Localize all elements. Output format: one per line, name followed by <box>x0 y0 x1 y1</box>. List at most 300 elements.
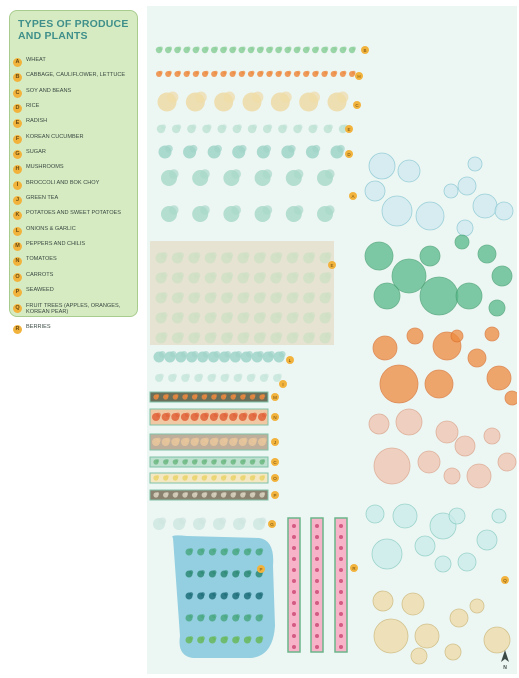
berry-plant <box>292 645 296 649</box>
sprout-plant <box>263 169 273 179</box>
berry-plant <box>292 634 296 638</box>
sprout-plant <box>298 124 303 129</box>
flower-plant <box>269 71 273 75</box>
leafy-plant <box>297 46 301 50</box>
sprout-plant <box>325 169 335 179</box>
seaweed-plant <box>224 570 228 574</box>
wheat-plant <box>259 312 266 319</box>
wheat-plant <box>194 272 201 279</box>
berry-plant <box>315 612 319 616</box>
row-marker <box>271 393 279 401</box>
fruit-tree <box>380 365 418 403</box>
bed-plant <box>262 438 267 443</box>
wheat-plant <box>161 312 168 319</box>
wheat-plant <box>227 292 234 299</box>
seaweed-plant <box>189 548 193 552</box>
bed-plant <box>166 394 169 397</box>
sprout-plant <box>172 374 177 379</box>
seaweed-plant <box>236 636 240 640</box>
seaweed-plant <box>259 592 263 596</box>
leafy-plant <box>242 46 246 50</box>
seaweed-plant <box>259 614 263 618</box>
wheat-plant <box>259 332 266 339</box>
wheat-plant <box>325 332 332 339</box>
sprout-plant <box>313 124 318 129</box>
fruit-tree <box>489 300 505 316</box>
fruit-tree <box>458 177 476 195</box>
bed-plant <box>156 475 159 478</box>
bed-plant <box>223 413 228 418</box>
legend-badge: C <box>13 89 22 98</box>
bed-plant <box>156 394 159 397</box>
bed-plant <box>204 413 209 418</box>
bed-plant <box>233 438 238 443</box>
legend-label: TOMATOES <box>26 256 57 263</box>
bed-plant <box>185 492 188 495</box>
sprout-plant <box>219 517 226 524</box>
legend-item <box>13 271 137 286</box>
berry-plant <box>315 579 319 583</box>
berry-plant <box>292 568 296 572</box>
legend-label: POTATOES AND SWEET POTATOES <box>26 210 122 217</box>
bed-plant <box>156 459 159 462</box>
fruit-tree <box>484 428 500 444</box>
fruit-tree <box>445 644 461 660</box>
bed-plant <box>252 438 257 443</box>
bed-plant <box>233 394 236 397</box>
legend-list <box>13 56 137 338</box>
wheat-plant <box>309 332 316 339</box>
round-plant <box>224 92 235 103</box>
round-plant <box>252 92 263 103</box>
legend-label: BERRIES <box>26 323 51 330</box>
legend-badge: R <box>13 325 22 334</box>
berry-plant <box>315 634 319 638</box>
leafy-plant <box>269 46 273 50</box>
wheat-plant <box>259 272 266 279</box>
row-marker <box>268 520 276 528</box>
leafy-plant <box>177 46 181 50</box>
sprout-plant <box>231 205 241 215</box>
flower-plant <box>177 71 181 75</box>
row-marker-letter: H <box>357 73 361 79</box>
shrub-plant <box>279 351 286 358</box>
leafy-plant <box>214 46 218 50</box>
sprout-plant <box>263 205 273 215</box>
bed-plant <box>156 438 161 443</box>
fruit-tree <box>402 593 424 615</box>
wheat-plant <box>309 292 316 299</box>
legend-badge: K <box>13 211 22 220</box>
berry-plant <box>315 623 319 627</box>
bed-plant <box>243 492 246 495</box>
legend-item <box>13 286 137 301</box>
legend-label: RADISH <box>26 118 48 125</box>
round-plant <box>280 92 291 103</box>
wheat-plant <box>210 292 217 299</box>
legend-badge: G <box>13 150 22 159</box>
seaweed-plant <box>201 592 205 596</box>
wheat-plant <box>309 252 316 259</box>
bed-plant <box>243 413 248 418</box>
flower-plant <box>159 71 163 75</box>
berry-plant <box>292 579 296 583</box>
bed-plant <box>195 413 200 418</box>
berry-plant <box>339 612 343 616</box>
fruit-tree <box>365 242 393 270</box>
bed-plant <box>185 413 190 418</box>
row-marker-letter: N <box>273 414 277 420</box>
row-marker-letter: G <box>270 521 274 527</box>
bed-plant <box>195 475 198 478</box>
fruit-tree <box>396 409 422 435</box>
berry-plant <box>292 557 296 561</box>
bed-plant <box>252 459 255 462</box>
berry-plant <box>292 546 296 550</box>
sprout-plant <box>176 124 181 129</box>
sprout-plant <box>239 517 246 524</box>
bed-plant <box>175 438 180 443</box>
berry-plant <box>292 623 296 627</box>
fruit-tree <box>450 609 468 627</box>
flower-plant <box>288 71 292 75</box>
fruit-tree <box>369 153 395 179</box>
fruit-tree <box>458 553 476 571</box>
wheat-plant <box>243 292 250 299</box>
sprout-plant <box>294 205 304 215</box>
flower-plant <box>168 71 172 75</box>
row-marker-letter: A <box>351 193 355 199</box>
sprout-plant <box>161 124 166 129</box>
flower-plant <box>242 71 246 75</box>
bed-plant <box>195 438 200 443</box>
legend-item <box>13 133 137 148</box>
seaweed-plant <box>212 636 216 640</box>
row-marker-letter: J <box>273 439 277 445</box>
legend-label: FRUIT TREES (APPLES, ORANGES, KOREAN PEAR) <box>26 302 121 316</box>
berry-plant <box>339 546 343 550</box>
fruit-tree <box>418 451 440 473</box>
leafy-plant <box>278 46 282 50</box>
legend-label: BROCCOLI AND BOK CHOY <box>26 179 100 186</box>
row-marker-letter: P <box>259 566 263 572</box>
sprout-plant <box>282 124 287 129</box>
bed-plant <box>262 475 265 478</box>
legend-item <box>13 179 137 194</box>
legend-badge: B <box>13 73 22 82</box>
legend-badge: N <box>13 257 22 266</box>
wheat-plant <box>161 272 168 279</box>
row-marker-letter: M <box>273 394 277 400</box>
fruit-tree <box>415 536 435 556</box>
row-marker <box>271 438 279 446</box>
sprout-plant <box>207 124 212 129</box>
sprout-plant <box>312 145 320 153</box>
sprout-plant <box>251 374 256 379</box>
row-marker <box>271 413 279 421</box>
bed-plant <box>243 459 246 462</box>
row-marker-letter: O <box>273 475 277 481</box>
leafy-plant <box>223 46 227 50</box>
fruit-tree <box>374 448 410 484</box>
seaweed-plant <box>201 636 205 640</box>
flower-plant <box>343 71 347 75</box>
sprout-plant <box>328 124 333 129</box>
flower-plant <box>315 71 319 75</box>
sprout-plant <box>159 374 164 379</box>
bed-plant <box>252 492 255 495</box>
row-marker <box>271 458 279 466</box>
legend-label: SUGAR <box>26 149 46 156</box>
north-label: N <box>503 665 507 671</box>
flower-plant <box>278 71 282 75</box>
wheat-plant <box>325 312 332 319</box>
legend-badge: A <box>13 58 22 67</box>
row-marker <box>271 474 279 482</box>
bed-plant <box>195 394 198 397</box>
leafy-plant <box>343 46 347 50</box>
berry-plant <box>339 524 343 528</box>
bed-plant <box>204 492 207 495</box>
wheat-plant <box>227 312 234 319</box>
wheat-plant <box>177 292 184 299</box>
fruit-tree <box>374 283 400 309</box>
sprout-plant <box>191 124 196 129</box>
leafy-plant <box>205 46 209 50</box>
bed-plant <box>252 394 255 397</box>
bed-plant <box>233 413 238 418</box>
bed-plant <box>175 459 178 462</box>
bed-plant <box>204 438 209 443</box>
bed-plant <box>156 413 161 418</box>
fruit-tree <box>505 391 517 405</box>
wheat-plant <box>292 312 299 319</box>
wheat-plant <box>243 272 250 279</box>
legend-badge: J <box>13 196 22 205</box>
seaweed-plant <box>201 570 205 574</box>
berry-plant <box>315 601 319 605</box>
legend-item <box>13 209 137 224</box>
bed-plant <box>214 475 217 478</box>
leafy-plant <box>306 46 310 50</box>
wheat-plant <box>325 252 332 259</box>
bed-plant <box>195 459 198 462</box>
row-marker <box>345 150 353 158</box>
legend-label: GREEN TEA <box>26 195 59 202</box>
wheat-plant <box>292 272 299 279</box>
flower-plant <box>196 71 200 75</box>
wheat-plant <box>210 252 217 259</box>
bed-plant <box>185 438 190 443</box>
round-plant <box>309 92 320 103</box>
bed-plant <box>175 413 180 418</box>
sprout-plant <box>325 205 335 215</box>
bed-plant <box>214 394 217 397</box>
wheat-plant <box>194 292 201 299</box>
row-marker <box>361 46 369 54</box>
berry-plant <box>339 557 343 561</box>
seaweed-plant <box>247 592 251 596</box>
row-marker <box>350 564 358 572</box>
fruit-tree <box>467 464 491 488</box>
fruit-tree <box>420 246 440 266</box>
fruit-tree <box>372 539 402 569</box>
berry-plant <box>315 557 319 561</box>
wheat-plant <box>194 252 201 259</box>
sprout-plant <box>169 205 179 215</box>
wheat-plant <box>227 252 234 259</box>
fruit-tree <box>436 421 458 443</box>
wheat-plant <box>243 252 250 259</box>
legend-item <box>13 163 137 178</box>
fruit-tree <box>393 504 417 528</box>
flower-plant <box>205 71 209 75</box>
garden-plan-drawing <box>147 6 517 674</box>
fruit-tree <box>416 202 444 230</box>
sprout-plant <box>222 124 227 129</box>
fruit-tree <box>457 220 473 236</box>
flower-plant <box>187 71 191 75</box>
row-marker-letter: B <box>363 47 367 53</box>
fruit-tree <box>468 157 482 171</box>
wheat-plant <box>292 252 299 259</box>
berry-plant <box>292 612 296 616</box>
legend-item <box>13 255 137 270</box>
bed-plant <box>204 394 207 397</box>
fruit-tree <box>495 202 513 220</box>
sprout-plant <box>252 124 257 129</box>
row-marker-letter: C <box>273 459 277 465</box>
row-marker <box>353 101 361 109</box>
legend-item <box>13 302 137 323</box>
berry-plant <box>339 645 343 649</box>
row-marker-letter: D <box>347 151 351 157</box>
sprout-plant <box>185 374 190 379</box>
berry-plant <box>315 590 319 594</box>
fruit-tree <box>468 349 486 367</box>
leafy-plant <box>260 46 264 50</box>
sprout-plant <box>238 374 243 379</box>
legend-item <box>13 240 137 255</box>
fruit-tree <box>444 468 460 484</box>
wheat-plant <box>309 312 316 319</box>
sprout-plant <box>199 517 206 524</box>
seaweed-plant <box>201 548 205 552</box>
produce-legend <box>9 10 138 332</box>
wheat-plant <box>243 332 250 339</box>
legend-label: WHEAT <box>26 57 46 63</box>
bed-plant <box>223 492 226 495</box>
row-marker <box>355 72 363 80</box>
seaweed-plant <box>247 548 251 552</box>
sprout-plant <box>211 374 216 379</box>
wheat-plant <box>292 332 299 339</box>
bed-plant <box>223 394 226 397</box>
wheat-plant <box>325 292 332 299</box>
bed-plant <box>223 475 226 478</box>
berry-plant <box>292 535 296 539</box>
fruit-tree <box>477 530 497 550</box>
sprout-plant <box>237 124 242 129</box>
bed-plant <box>233 492 236 495</box>
fruit-tree <box>382 196 412 226</box>
bed-plant <box>214 438 219 443</box>
seaweed-plant <box>247 570 251 574</box>
fruit-tree <box>435 556 451 572</box>
seaweed-plant <box>224 548 228 552</box>
wheat-plant <box>177 252 184 259</box>
garden-plan <box>147 6 517 674</box>
seaweed-plant <box>212 614 216 618</box>
sprout-plant <box>200 169 210 179</box>
legend-badge: L <box>13 227 22 236</box>
fruit-tree <box>415 624 439 648</box>
bed-plant <box>214 413 219 418</box>
wheat-plant <box>177 272 184 279</box>
wheat-plant <box>276 272 283 279</box>
berry-plant <box>315 645 319 649</box>
seaweed-plant <box>189 636 193 640</box>
legend-label: CARROTS <box>26 271 54 278</box>
bed-plant <box>166 413 171 418</box>
wheat-plant <box>177 312 184 319</box>
seaweed-plant <box>236 592 240 596</box>
sprout-plant <box>239 145 247 153</box>
flower-plant <box>297 71 301 75</box>
legend-badge: D <box>13 104 22 113</box>
flower-plant <box>324 71 328 75</box>
wheat-plant <box>161 332 168 339</box>
wheat-plant <box>276 252 283 259</box>
leafy-plant <box>352 46 356 50</box>
berry-plant <box>339 623 343 627</box>
leafy-plant <box>251 46 255 50</box>
flower-plant <box>251 71 255 75</box>
bed-plant <box>233 459 236 462</box>
leafy-plant <box>288 46 292 50</box>
row-marker-letter: E <box>330 262 334 268</box>
seaweed-plant <box>236 570 240 574</box>
legend-item <box>13 87 137 102</box>
bed-plant <box>166 438 171 443</box>
seaweed-plant <box>236 614 240 618</box>
bed-plant <box>262 413 267 418</box>
bed-plant <box>243 475 246 478</box>
fruit-tree <box>455 235 469 249</box>
legend-badge: H <box>13 165 22 174</box>
row-marker-letter: I <box>282 381 284 387</box>
bed-plant <box>185 459 188 462</box>
wheat-plant <box>210 312 217 319</box>
sprout-plant <box>288 145 296 153</box>
bed-plant <box>262 459 265 462</box>
sprout-plant <box>264 374 269 379</box>
legend-item <box>13 56 137 71</box>
legend-item <box>13 323 137 338</box>
bed-plant <box>175 492 178 495</box>
row-marker <box>349 192 357 200</box>
bed-plant <box>262 492 265 495</box>
fruit-tree <box>473 194 497 218</box>
sprout-plant <box>225 374 230 379</box>
wheat-plant <box>276 292 283 299</box>
row-marker-letter: R <box>352 565 356 571</box>
bed-plant <box>185 475 188 478</box>
leafy-plant <box>315 46 319 50</box>
bed-plant <box>175 475 178 478</box>
flower-plant <box>334 71 338 75</box>
fruit-tree <box>425 370 453 398</box>
